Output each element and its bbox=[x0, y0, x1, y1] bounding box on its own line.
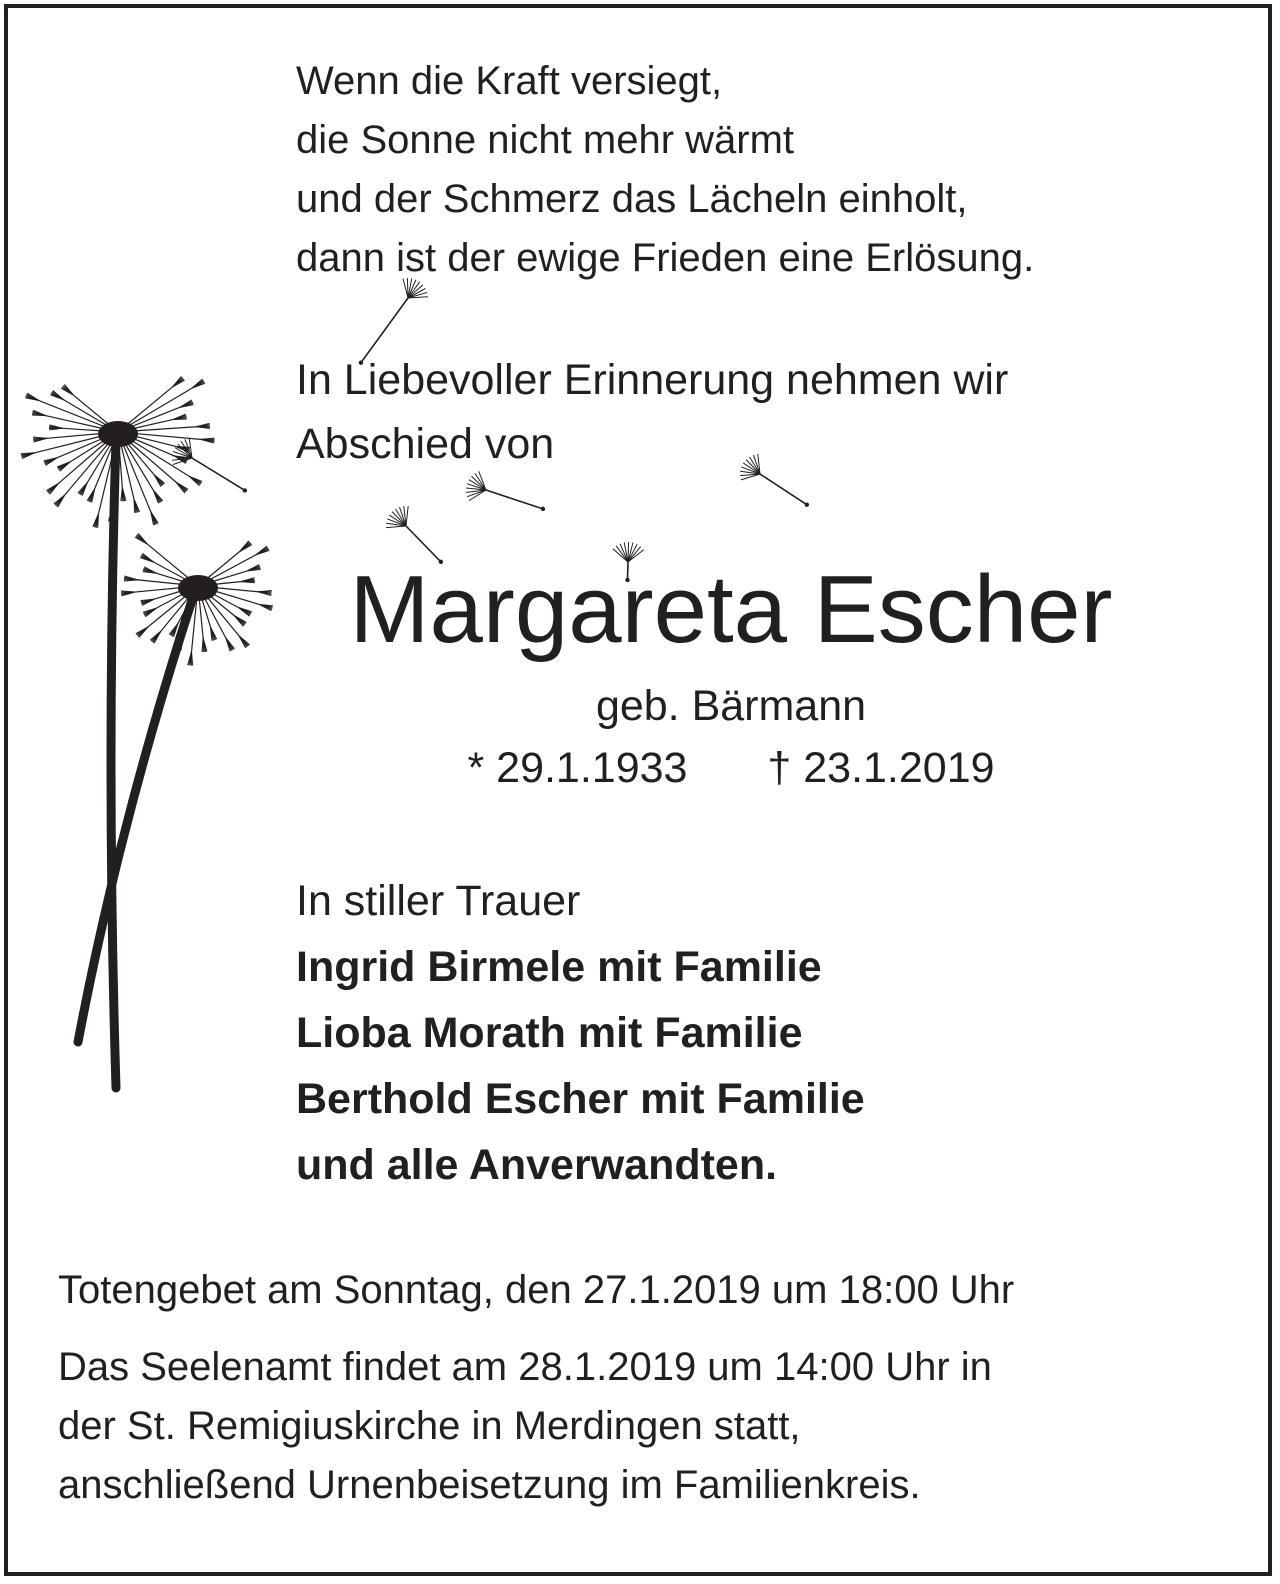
mourning-heading: In stiller Trauer bbox=[296, 877, 581, 925]
deceased-name: Margareta Escher bbox=[349, 556, 1113, 663]
mourner-list bbox=[296, 934, 865, 1198]
poem-line: die Sonne nicht mehr wärmt bbox=[296, 118, 795, 162]
poem-line: dann ist der ewige Frieden eine Erlösung. bbox=[296, 236, 1035, 280]
dandelion-seed-icon bbox=[466, 471, 545, 511]
poem-verse bbox=[296, 52, 1034, 288]
life-dates bbox=[296, 736, 1166, 800]
birth-star-icon: * bbox=[467, 744, 485, 792]
mourner-name: und alle Anverwandten. bbox=[296, 1141, 778, 1189]
mourner-name: Berthold Escher mit Familie bbox=[296, 1075, 865, 1123]
prayer-service: Totengebet am Sonntag, den 27.1.2019 um 18:00 Uhr bbox=[58, 1268, 1015, 1312]
intro-line: In Liebevoller Erinnerung nehmen wir bbox=[296, 356, 1009, 404]
requiem-line: der St. Remigiuskirche in Merdingen statt, bbox=[58, 1404, 801, 1448]
maiden-name: geb. Bärmann bbox=[595, 682, 867, 730]
intro-line: Abschied von bbox=[296, 420, 555, 468]
poem-line: Wenn die Kraft versiegt, bbox=[296, 59, 723, 103]
mourner-name: Ingrid Birmele mit Familie bbox=[296, 943, 822, 991]
farewell-intro bbox=[296, 348, 1008, 476]
mourner-name: Lioba Morath mit Familie bbox=[296, 1009, 803, 1057]
birth-date: 29.1.1933 bbox=[496, 744, 688, 792]
dandelion-seed-icon bbox=[172, 438, 247, 492]
death-date: 23.1.2019 bbox=[803, 744, 995, 792]
death-cross-icon: † bbox=[767, 744, 792, 792]
dandelion-head-icon bbox=[121, 533, 273, 665]
requiem-line: Das Seelenamt findet am 28.1.2019 um 14:00 Uhr in bbox=[58, 1345, 992, 1389]
poem-line: und der Schmerz das Lächeln einholt, bbox=[296, 177, 968, 221]
requiem-line: anschließend Urnenbeisetzung im Familienkreis. bbox=[58, 1463, 921, 1507]
requiem-service bbox=[58, 1338, 992, 1515]
